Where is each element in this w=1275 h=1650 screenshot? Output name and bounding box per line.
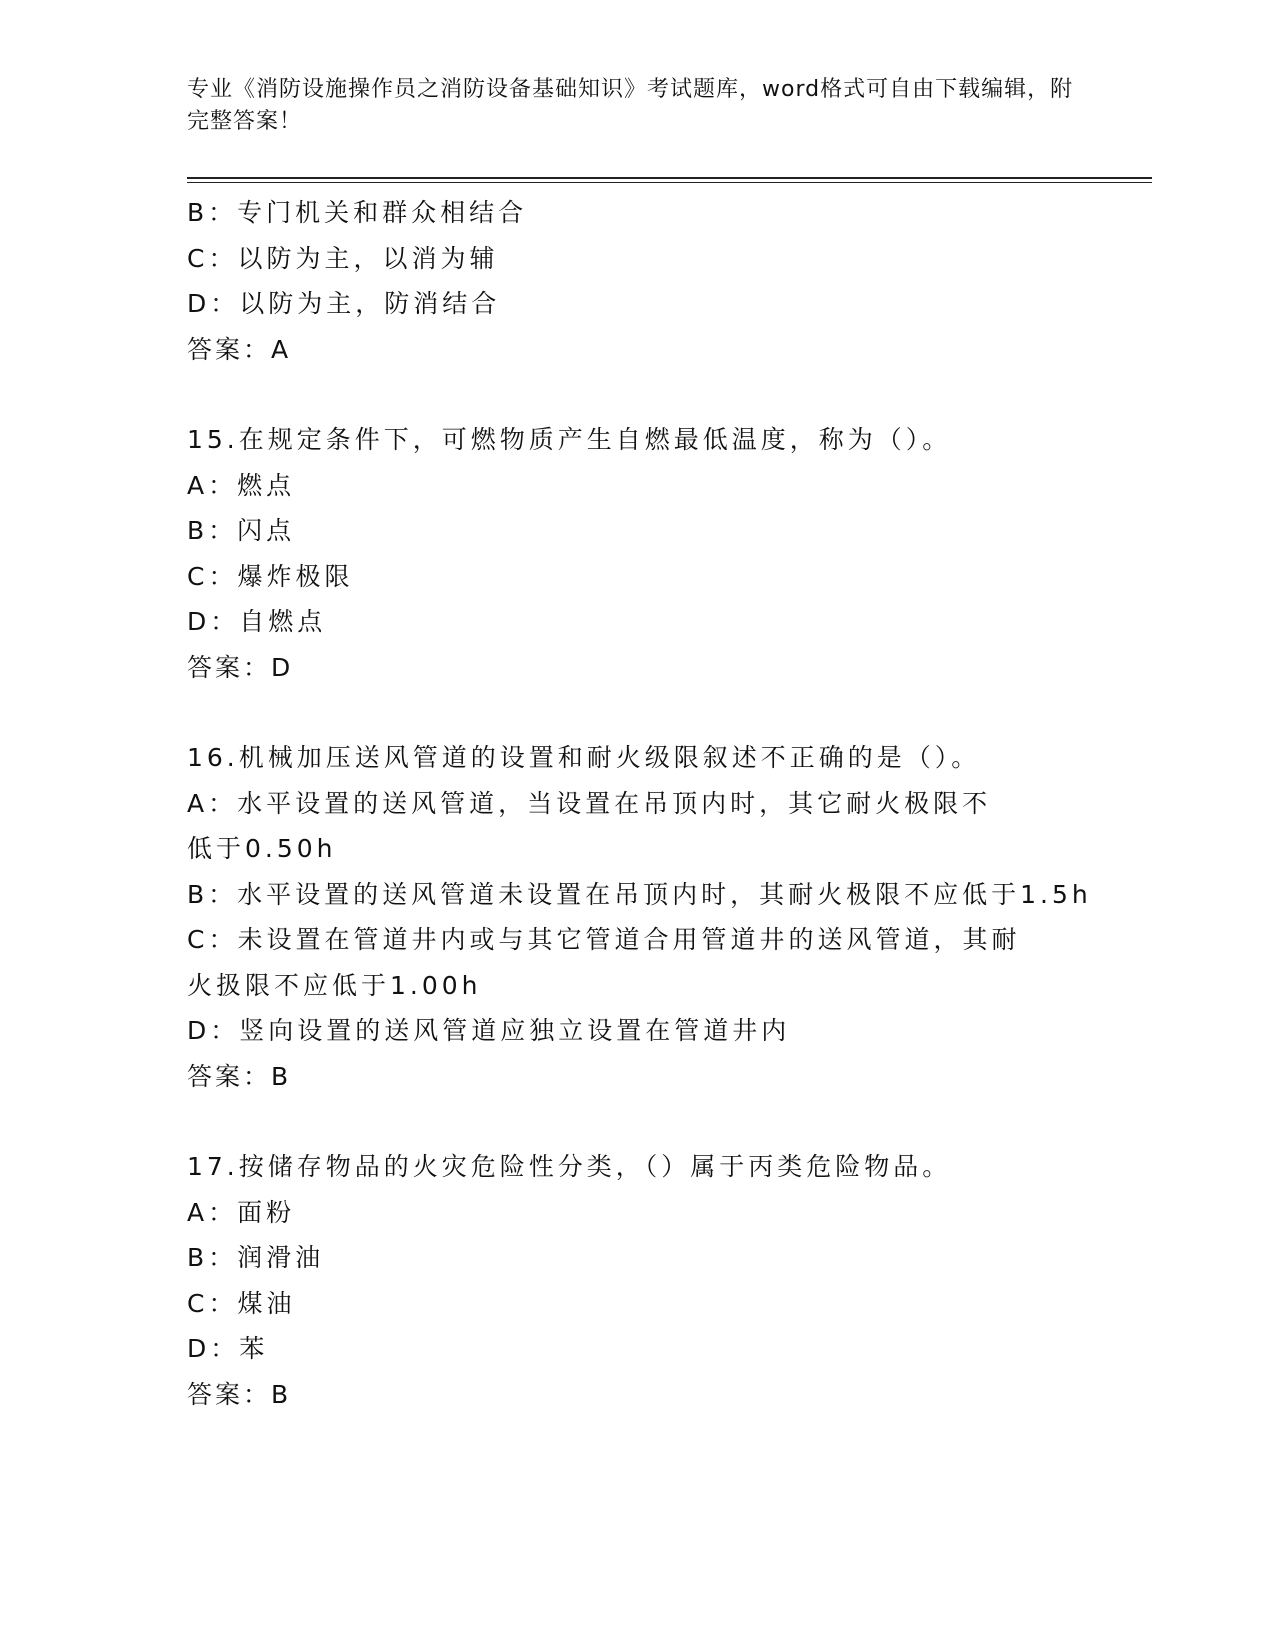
option-c: C：煤油	[187, 1288, 296, 1318]
option-c: C：未设置在管道井内或与其它管道合用管道井的送风管道，其耐火扱限不应低于1.00h	[187, 925, 1021, 1000]
option-d: D：以防为主，防消结合	[187, 289, 501, 318]
document-header: 专业《消防设施操作员之消防设备基础知识》考试题库，word格式可自由下载编辑，附完整答案！	[187, 77, 1074, 134]
option-b: B：水平设置的送风管道未设置在吊顶内时，其耐火极限不应低于1.5h	[187, 879, 1092, 909]
spacer	[187, 372, 1087, 417]
answer-line: 答案：B	[187, 1061, 292, 1091]
option-d: D：竖向设置的送风管道应独立设置在管道井内	[187, 1016, 791, 1045]
spacer	[187, 1099, 1087, 1144]
answer-line: 答案：B	[187, 1379, 292, 1409]
question-stem: 17.按储存物品的火灾危险性分类，（）属于丙类危险物品。	[187, 1152, 952, 1181]
header-divider-thin	[187, 182, 1152, 183]
option-a: A：燃点	[187, 470, 296, 500]
header-divider-thick	[187, 177, 1152, 179]
question-15-block	[187, 417, 1087, 690]
answer-line: 答案：D	[187, 652, 294, 682]
answer-line: 答案：A	[187, 334, 292, 364]
question-stem: 15.在规定条件下，可燃物质产生自燃最低温度，称为（）。	[187, 425, 952, 454]
option-c: C：以防为主，以消为辅	[187, 243, 499, 273]
question-17-block	[187, 1144, 1087, 1417]
question-list	[187, 190, 1092, 1417]
option-b: B：闪点	[187, 516, 296, 545]
option-c: C：爆炸极限	[187, 561, 354, 591]
question-14-block	[187, 190, 1087, 372]
option-d: D：自燃点	[187, 607, 327, 636]
option-b: B：润滑油	[187, 1243, 325, 1272]
question-16-block	[187, 735, 1092, 1099]
spacer	[187, 690, 1087, 735]
question-stem: 16.机械加压送风管道的设置和耐火级限叙述不正确的是（）。	[187, 743, 981, 772]
option-a: A：水平设置的送风管道，当设置在吊顶内时，其它耐火极限不低于0.50h	[187, 788, 992, 863]
option-d: D：苯	[187, 1334, 269, 1363]
option-b: B：专门机关和群众相结合	[187, 198, 528, 227]
option-a: A：面粉	[187, 1197, 296, 1227]
